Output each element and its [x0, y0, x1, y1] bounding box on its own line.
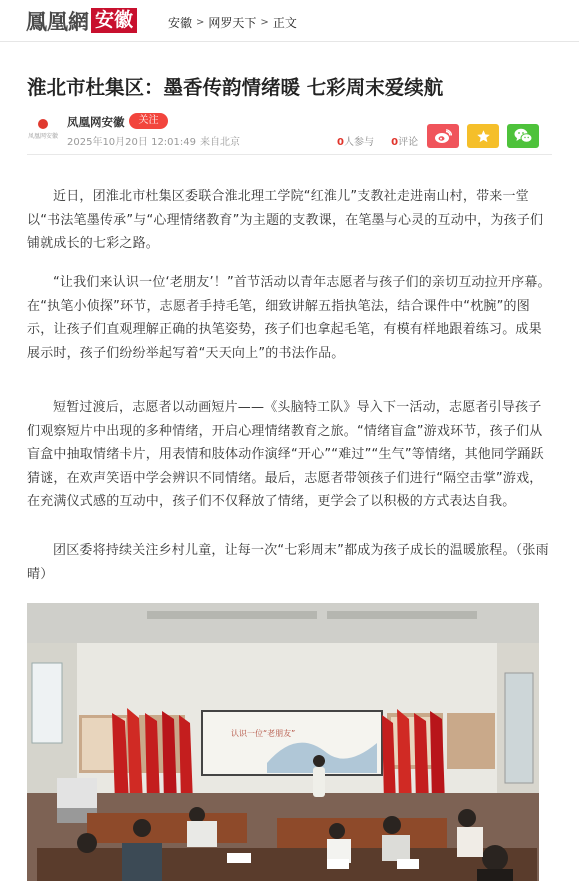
- breadcrumb-separator: >: [260, 17, 269, 28]
- logo-channel-badge: 安徽: [91, 8, 137, 33]
- breadcrumb-current: 正文: [272, 16, 297, 30]
- article-paragraph: 团区委将持续关注乡村儿童，让每一次“七彩周末”都成为孩子成长的温暖旅程。（张雨晴）: [27, 543, 549, 582]
- header-divider: [27, 154, 552, 155]
- publish-date: 2025年10月20日 12:01:49: [67, 137, 196, 148]
- logo-mark-icon: [38, 119, 48, 129]
- comments-label[interactable]: 评论: [398, 137, 419, 148]
- article-title: 淮北市杜集区：墨香传韵情绪暖 七彩周末爱续航: [27, 76, 444, 99]
- article-photo[interactable]: [27, 603, 539, 881]
- participants-count: 0: [337, 137, 344, 148]
- avatar-text: 凤凰网安徽: [27, 132, 58, 140]
- slide-title: 认识一位“老朋友”: [231, 729, 296, 738]
- breadcrumb-wangluotianxia[interactable]: 网罗天下: [208, 16, 257, 30]
- share-wechat-button[interactable]: [507, 124, 539, 148]
- site-logo[interactable]: [26, 7, 137, 34]
- weibo-icon: [434, 129, 452, 144]
- follow-button[interactable]: 关注: [129, 113, 168, 129]
- article-paragraph: “让我们来认识一位‘老朋友’！”首节活动以青年志愿者与孩子们的亲切互动拉开序幕。在“执笔小侦探”环节，志愿者手持毛笔，细致讲解五指执笔法，结合课件中“枕腕”的图示，让孩子们直观理解正确的执笔姿势，孩子们也拿起毛笔，有模有样地跟着练习。成果展示时，孩子们纷纷举起写着“天天向上”的书法作品。: [27, 275, 551, 361]
- favorite-button[interactable]: [467, 124, 499, 148]
- site-header: [0, 0, 579, 42]
- breadcrumb-anhui[interactable]: 安徽: [168, 16, 193, 30]
- comments-count: 0: [391, 137, 399, 148]
- wechat-icon: [514, 128, 533, 144]
- author-name[interactable]: 凤凰网安徽: [67, 115, 125, 129]
- share-weibo-button[interactable]: [427, 124, 459, 148]
- breadcrumb-separator: >: [196, 17, 205, 28]
- breadcrumb: [168, 14, 297, 31]
- article-paragraph: 近日，团淮北市杜集区委联合淮北理工学院“红淮儿”支教社走进南山村，带来一堂以“书法笔墨传承”与“心理情绪教育”为主题的支教课，在笔墨与心灵的互动中，为孩子们铺就成长的七彩之路。: [27, 189, 544, 252]
- author-avatar[interactable]: [27, 113, 59, 145]
- article-stats: [337, 133, 418, 148]
- article-meta: [67, 133, 240, 148]
- participants-label[interactable]: 人参与: [343, 137, 374, 148]
- publish-source: 来自北京: [200, 137, 240, 148]
- classroom-photo-illustration: [27, 603, 539, 881]
- star-icon: [476, 129, 491, 144]
- logo-text: 鳳凰網: [26, 8, 89, 34]
- article-paragraph: 短暂过渡后，志愿者以动画短片——《头脑特工队》导入下一活动，志愿者引导孩子们观察短片中出现的多种情绪，开启心理情绪教育之旅。“情绪盲盒”游戏环节，孩子们从盲盒中抽取情绪卡片，用表情和肢体动作演绎“开心”“难过”“生气”等情绪，其他同学踊跃猜谜，在欢声笑语中学会辨识不同情绪。最后，志愿者带领孩子们进行“隔空击掌”游戏，在充满仪式感的互动中，孩子们不仅释放了情绪，更学会了以积极的方式表达自我。: [27, 400, 544, 510]
